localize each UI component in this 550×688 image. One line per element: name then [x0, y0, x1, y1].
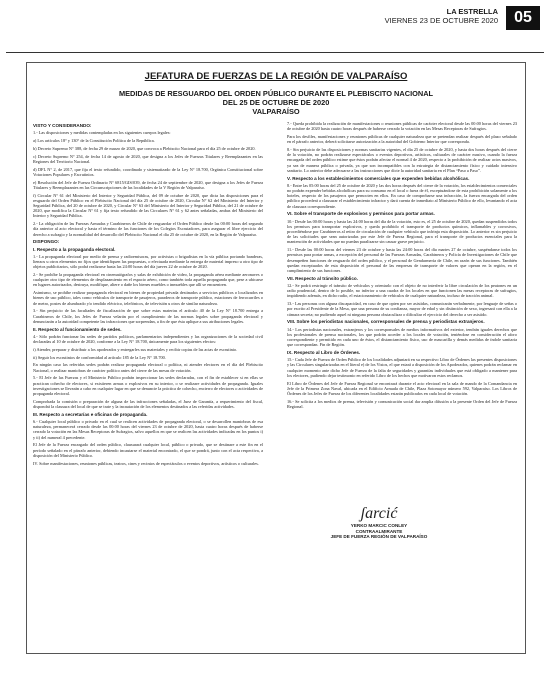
paragraph: 4.- Sólo podrán funcionar las sedes de partidos políticos, parlamentarios independientes y las organizaciones de la sociedad civil declaradas al 10 de octubre de 2020, conforme a la Ley N° 18.700, únicamente para los siguientes efectos: [33, 333, 263, 345]
paragraph: 1.- Las disposiciones y medidas contempladas en los siguientes cuerpos legales: [33, 130, 171, 136]
section-heading: VIII. Sobre los periodistas nacionales, corresponsales de prensa y periodistas extranjeros. [287, 319, 485, 325]
paragraph: d) DFL N° 2, de 2017, que fija el texto refundido, coordinado y sistematizado de la Ley N° 18.700, Orgánica Constitucional sobre Votaciones Populares y Escrutinios. [33, 166, 263, 177]
paragraph: 14.- Los periodistas nacionales, extranjeros y los corresponsales de medios informativos del exterior, tendrán iguales derechos que los profesionales de prensa nacionales, los que podrán acceder a los locales de votación, teniéndose en consideración el aforo correspondiente y permitido en cada uno de éstos, el distanciamiento físico, uso de mascarilla y demás medidas de índole sanitaria que correspondan. Fin de Región. [287, 326, 517, 348]
paragraph: IV. Sobre manifestaciones, reuniones públicas, teatros, cines y recintos de espectáculos o eventos deportivos, artísticos o culturales. [33, 460, 259, 466]
subtitle-line-3: VALPARAÍSO [252, 107, 300, 116]
section-heading: IX. Respecto al Libro de Órdenes. [287, 350, 361, 356]
paragraph: 8.- Sin perjuicio de las disposiciones y normas sanitarias vigentes, el día 25 de octubre de 2020, y hasta dos horas después del cierre de la votación, no podrán realizarse espectáculos o eventos deportivos, artísticos, culturales de carácter masivo, cuando la fuerza encargada del orden público estime que éstos podrán afectar el normal 4 de 2020, respecto a la prohibición de realizar actos masivos, ya sea de manera pública o privada, ya que son incompatibles con la estrategia de distanciamiento físico y cuidado intensivo sanitario. Lo anterior debe adecuarse a las instrucciones que dicte la autoridad sanitaria en el Plan “Paso a Paso”. [287, 147, 517, 173]
handwritten-signature: ʃarcić [360, 505, 398, 522]
signer-rank: CONTRAALMIRANTE [355, 528, 403, 534]
paragraph: El Jefe de la Fuerza encargado del orden público, clausurará cualquier local, público o privado, que se destinare a este fin en el período señalado en el párrafo anterior, debiendo incautarse el material encontrado, el que se pondrá, junto con el acta respectiva, a disposición del Ministerio Público. [33, 442, 263, 458]
section-heading: DISPONGO: [33, 239, 60, 245]
right-column [287, 121, 517, 412]
paragraph: 2.- La obligación de las Fuerzas Armadas y Carabineros de Chile de resguardar el Orden Público desde las 00:00 horas del segundo día anterior al acto electoral y hasta el término de las funciones de los Colegios Escrutadores, para asegurar el libre ejercicio del derecho a sufragio y la normalidad del desarrollo del Plebiscito Nacional el día 25 de octubre de 2020, en la Región de Valparaíso. [33, 221, 263, 237]
paragraph: 16.- Se solicita a los medios de prensa, televisión y comunicación social dar amplia difusión a la presente Orden del Jefe de Fuerza Regional. [287, 398, 517, 410]
paragraph: c) Decreto Supremo N° 254, de fecha 14 de agosto de 2020, que designa a los Jefes de Fuerzas Titulares y Reemplazantes en las Regiones del Territorio Nacional. [33, 153, 263, 164]
paragraph: Para los desfiles, manifestaciones y reuniones públicas de cualquier naturaleza que se pretendan realizar después del plazo señalado en el párrafo anterior, deberá solicitarse autorización a la autoridad del Gobierno Interior que corresponda. [287, 134, 517, 145]
section-heading: VISTO Y CONSIDERANDO: [33, 123, 92, 128]
section-heading: I. Respecto a la propaganda electoral. [33, 246, 116, 252]
paragraph: El Libro de Órdenes del Jefe de Fuerza Regional se encontrará durante el acto electoral en la sala de mando de la Comandancia en Jefe de la Primera Zona Naval, ubicada en el Edificio Armada de Chile, Plaza Sotomayor número 592, Valparaíso. Los Libros de Órdenes de los Jefes de Fuerza de los diferentes localidades estarán publicados en cada local de votación. [287, 380, 517, 397]
paragraph: 6.- Cualquier local público o privado en el cual se realicen actividades de propaganda electoral, o se desarrollen maniobras de esa naturaleza, permanecerá cerrado desde las 00:00 horas del viernes 23 de octubre de 2020, hasta cuatro horas después de haberse cerrado la votación en las Mesas Receptoras de Sufragios, salvo aquellos en que se realicen las actividades indicadas en los puntos i) y ii) del numeral 4 precedente. [33, 419, 263, 440]
paragraph: e) Resolución del Jefe de Fuerza Ordinario N° 6815/GIS/039, de fecha 24 de septiembre de 2020, que designa a los Jefes de Fuerza Titulares y Reemplazantes en las Circunscripciones de las localidades de la V Región de Valparaíso. [33, 179, 263, 190]
paragraph: 11.- Desde las 00:00 horas del viernes 23 de octubre y hasta las 24:00 horas del día martes 27 de octubre, suspéndanse todos los permisos para portar armas, a excepción del personal de las Fuerzas Armadas, Carabineros y Policía de Investigaciones de Chile que desempeñen funciones de resguardo del orden público, y el personal de Gendarmería de Chile, en razón de sus funciones. También quedan exceptuados de esta disposición el personal de las empresas de transporte de valores que operan en la región, en el cumplimiento de sus funciones. [287, 247, 517, 274]
section-heading: V. Respecto a los establecimientos comerciales que expenden bebidas alcohólicas. [287, 175, 470, 181]
paragraph: Asimismo, se prohíbe realizar propaganda electoral en bienes de propiedad privada destinados a servicios públicos o localizados en bienes de uso público, tales como vehículos de transporte de pasajeros, paraderos de transporte público, estaciones de ferrocarriles o de metro, postes de alumbrado y/o tendido eléctrico, telefónicos, de televisión u otros de similar naturaleza. [33, 290, 263, 306]
subtitle-line-2: DEL 25 DE OCTUBRE DE 2020 [222, 98, 330, 107]
paragraph: Comprobada la comisión o preparación de alguna de las infracciones señaladas, el Juez de Garantía, a requerimiento del fiscal, dispondrá la clausura del local de que se trate y la incautación de los elementos destinados a las referidas actividades. [33, 398, 263, 410]
publication-name: LA ESTRELLA [446, 7, 498, 16]
paragraph: En ningún caso las referidas sedes podrán realizar propaganda electoral o política, ni atender electores en el día del Plebiscito Nacional, o realizar maniobras de carácter político antes del cierre de las mesas de votación. [33, 362, 263, 373]
section-heading: VII. Respecto al tránsito público. [287, 275, 358, 281]
notice-title: JEFATURA DE FUERZAS DE LA REGIÓN DE VALPARAÍSO [144, 71, 408, 82]
page-header [0, 0, 550, 44]
publication-date: VIERNES 23 DE OCTUBRE 2020 [384, 16, 498, 25]
notice-frame [26, 62, 526, 654]
left-column [33, 121, 263, 468]
section-heading: VI. Sobre el transporte de explosivos y permisos para portar armas. [287, 211, 435, 217]
signer-position: JEFE DE FUERZA REGIÓN DE VALPARAÍSO [330, 534, 428, 540]
signature-block [264, 505, 494, 540]
paragraph: ii) Seguir los escrutinios de conformidad al artículo 185 de la Ley N° 18.700. [33, 354, 166, 360]
header-rule [6, 52, 544, 53]
paragraph: f) Circular N° 61 del Ministerio del Interior y Seguridad Pública, del 09 de octubre de 2020, que dicta las disposiciones para el resguardo del Orden Público en el Plebiscito Nacional del día 25 de octubre de 2020, Circular N° 62 del Ministerio del Interior y Seguridad Pública, del 20 de octubre de 2020, y Circular N° 63 del Ministerio del Interior y Seguridad Pública, del 21 de octubre de 2020, que modifica la Circular N° 61 y fija texto refundido de las Circulares N° 61 y 62 antes señaladas, ambas del Ministerio del Interior y Seguridad Pública. [33, 192, 263, 219]
section-heading: II. Respecto al funcionamiento de sedes. [33, 326, 122, 332]
paragraph: 12.- Se podrá restringir el tránsito de vehículos y orientarlo con el objeto de no interferir la libre circulación de los peatones en un radio prudencial, dentro de lo posible, no inferior a una cuadra de los locales en que funcionen las mesas receptoras de sufragios, impidiendo además, en dicho radio, el estacionamiento de vehículos de cualquier naturaleza, incluso de tracción animal. [287, 283, 517, 299]
paragraph: 10.- Desde las 00:00 horas y hasta las 24:00 horas del día de la votación, esto es, el 25 de octubre de 2020, quedan suspendidos todos los permisos para transportar explosivos, y queda prohibido el transporte de productos químicos, inflamables y corrosivos, procediéndose por Carabineros al retiro de circulación de cualquier vehículo que infrinja esta disposición. Lo anterior es sin perjuicio de las solicitudes que sean autorizadas por este Jefe de Fuerza Regional, para el transporte de productos esenciales para la mantención de actividades que no puedan paralizarse sin causar grave perjuicio. [287, 218, 517, 245]
paragraph: 13.- Las personas con alguna discapacidad, en caso de que opten por ser asistidas, comunicarán verbalmente, por lenguaje de señas o por escrito al Presidente de la Mesa, que una persona de su confianza, mayor de edad y sin distinción de sexo, ingresará con ella a la cámara secreta; no pudiendo aquel ni ninguna persona obstaculizar o dificultar el ejercicio del derecho a ser asistido. [287, 301, 517, 317]
paragraph: 1.- La propaganda electoral por medio de prensa y radioemisoras, por activistas o brigadistas en la vía pública portando banderas, lienzos u otros elementos no fijos que identifiquen las propuestas, o efectuada mediante la entrega de material impreso u otro tipo de objetos publicitarios, sólo podrá realizarse hasta las 24:00 horas del día jueves 22 de octubre de 2020. [33, 253, 263, 270]
paragraph: 2.- Se prohíbe la propaganda electoral en cinematógrafos y salas de exhibición de video, la propaganda aérea mediante aeronaves o cualquier otro tipo de elementos de desplazamiento en el espacio aéreo, como también toda aquella propaganda que, pese a ubicarse en lugares autorizados, destruya, modifique, altere o dañe los bienes muebles o inmuebles que allí se encuentren. [33, 272, 263, 288]
paragraph: 7.- Queda prohibida la realización de manifestaciones o reuniones públicas de carácter electoral desde las 00:00 horas del viernes 23 de octubre de 2020 hasta cuatro horas después de haberse cerrado la votación en las Mesas Receptoras de Sufragios. [287, 121, 517, 132]
section-heading: III. Respecto a secretarías e oficinas de propaganda. [33, 411, 148, 417]
paragraph: 5.- El Jefe de las Fuerzas y el Ministerio Público podrán inspeccionar las sedes declaradas, con el fin de establecer si en ellas se practican cohecho de electores, si existieren armas o explosivos en su interior, o se realizare actividades de propaganda. Iguales investigaciones se llevarán a cabo en cualquier lugar en que se denuncie la práctica de cohecho, encierro de electores o actividades de propaganda electoral. [33, 375, 263, 397]
signer-name: YERKO MARCIC CONLEY [350, 523, 408, 528]
paragraph: i) Atender, preparar y distribuir a los apoderados y entregarles sus materiales y recibir copias de las actas de escrutinio. [33, 346, 238, 352]
paragraph: a) Los artículos 18° y 130° de la Constitución Política de la República. [33, 138, 155, 143]
notice-subtitle [27, 89, 525, 116]
paragraph: 3.- Sin perjuicio de las facultades de fiscalización de que sobre estas materias el artículo 40 de la Ley N° 18.700 entrega a Carabineros de Chile, los Jefes de Fuerza velarán por el cumplimiento de las normas legales sobre propaganda electoral y denunciarán a la autoridad competente las infracciones que sorprendan, a fin de que ésta aplique a sus atribuciones legales. [33, 308, 263, 324]
paragraph: 15.- Cada Jefe de Fuerza de Orden Público de los localidades adjuntará en su respectivo Libro de Órdenes las presentes disposiciones y las Circulares singularizadas en el literal e) de los Vistos, el que estará a disposición de los Apoderados, quienes podrán reclamar en cualquier momento ante dicho Jefe de Fuerza de la falta de seguridades y garantías individuales que está obligado a mantener para los electores, pudiendo dejar testimonio en referido Libro de los hechos que motivaron estos reclamos. [287, 357, 517, 378]
subtitle-line-1: MEDIDAS DE RESGUARDO DEL ORDEN PÚBLICO DURANTE EL PLEBISCITO NACIONAL [118, 89, 434, 98]
paragraph: b) Decreto Supremo N° 388, de fecha 29 de marzo de 2020, que convoca a Plebiscito Nacional para el día 25 de octubre de 2020. [33, 145, 256, 151]
paragraph: 8.- Entre las 05:00 horas del 25 de octubre de 2020 y las dos horas después del cierre de la votación, los establecimientos comerciales no podrán expender bebidas alcohólicas para su consumo en el local o fuera de él, exceptuándose de esta prohibición solamente a los hoteles, respecto de los pasajeros que pernocten en ellos. En caso de comprobarse una infracción, la fuerza encargada del orden público procederá a clausurar el establecimiento infractor y dará cuenta de inmediato al Ministerio Público de ello, levantando el acta de clausura correspondiente. [287, 182, 517, 209]
page-number: 05 [506, 6, 540, 30]
publication-info [385, 7, 498, 25]
